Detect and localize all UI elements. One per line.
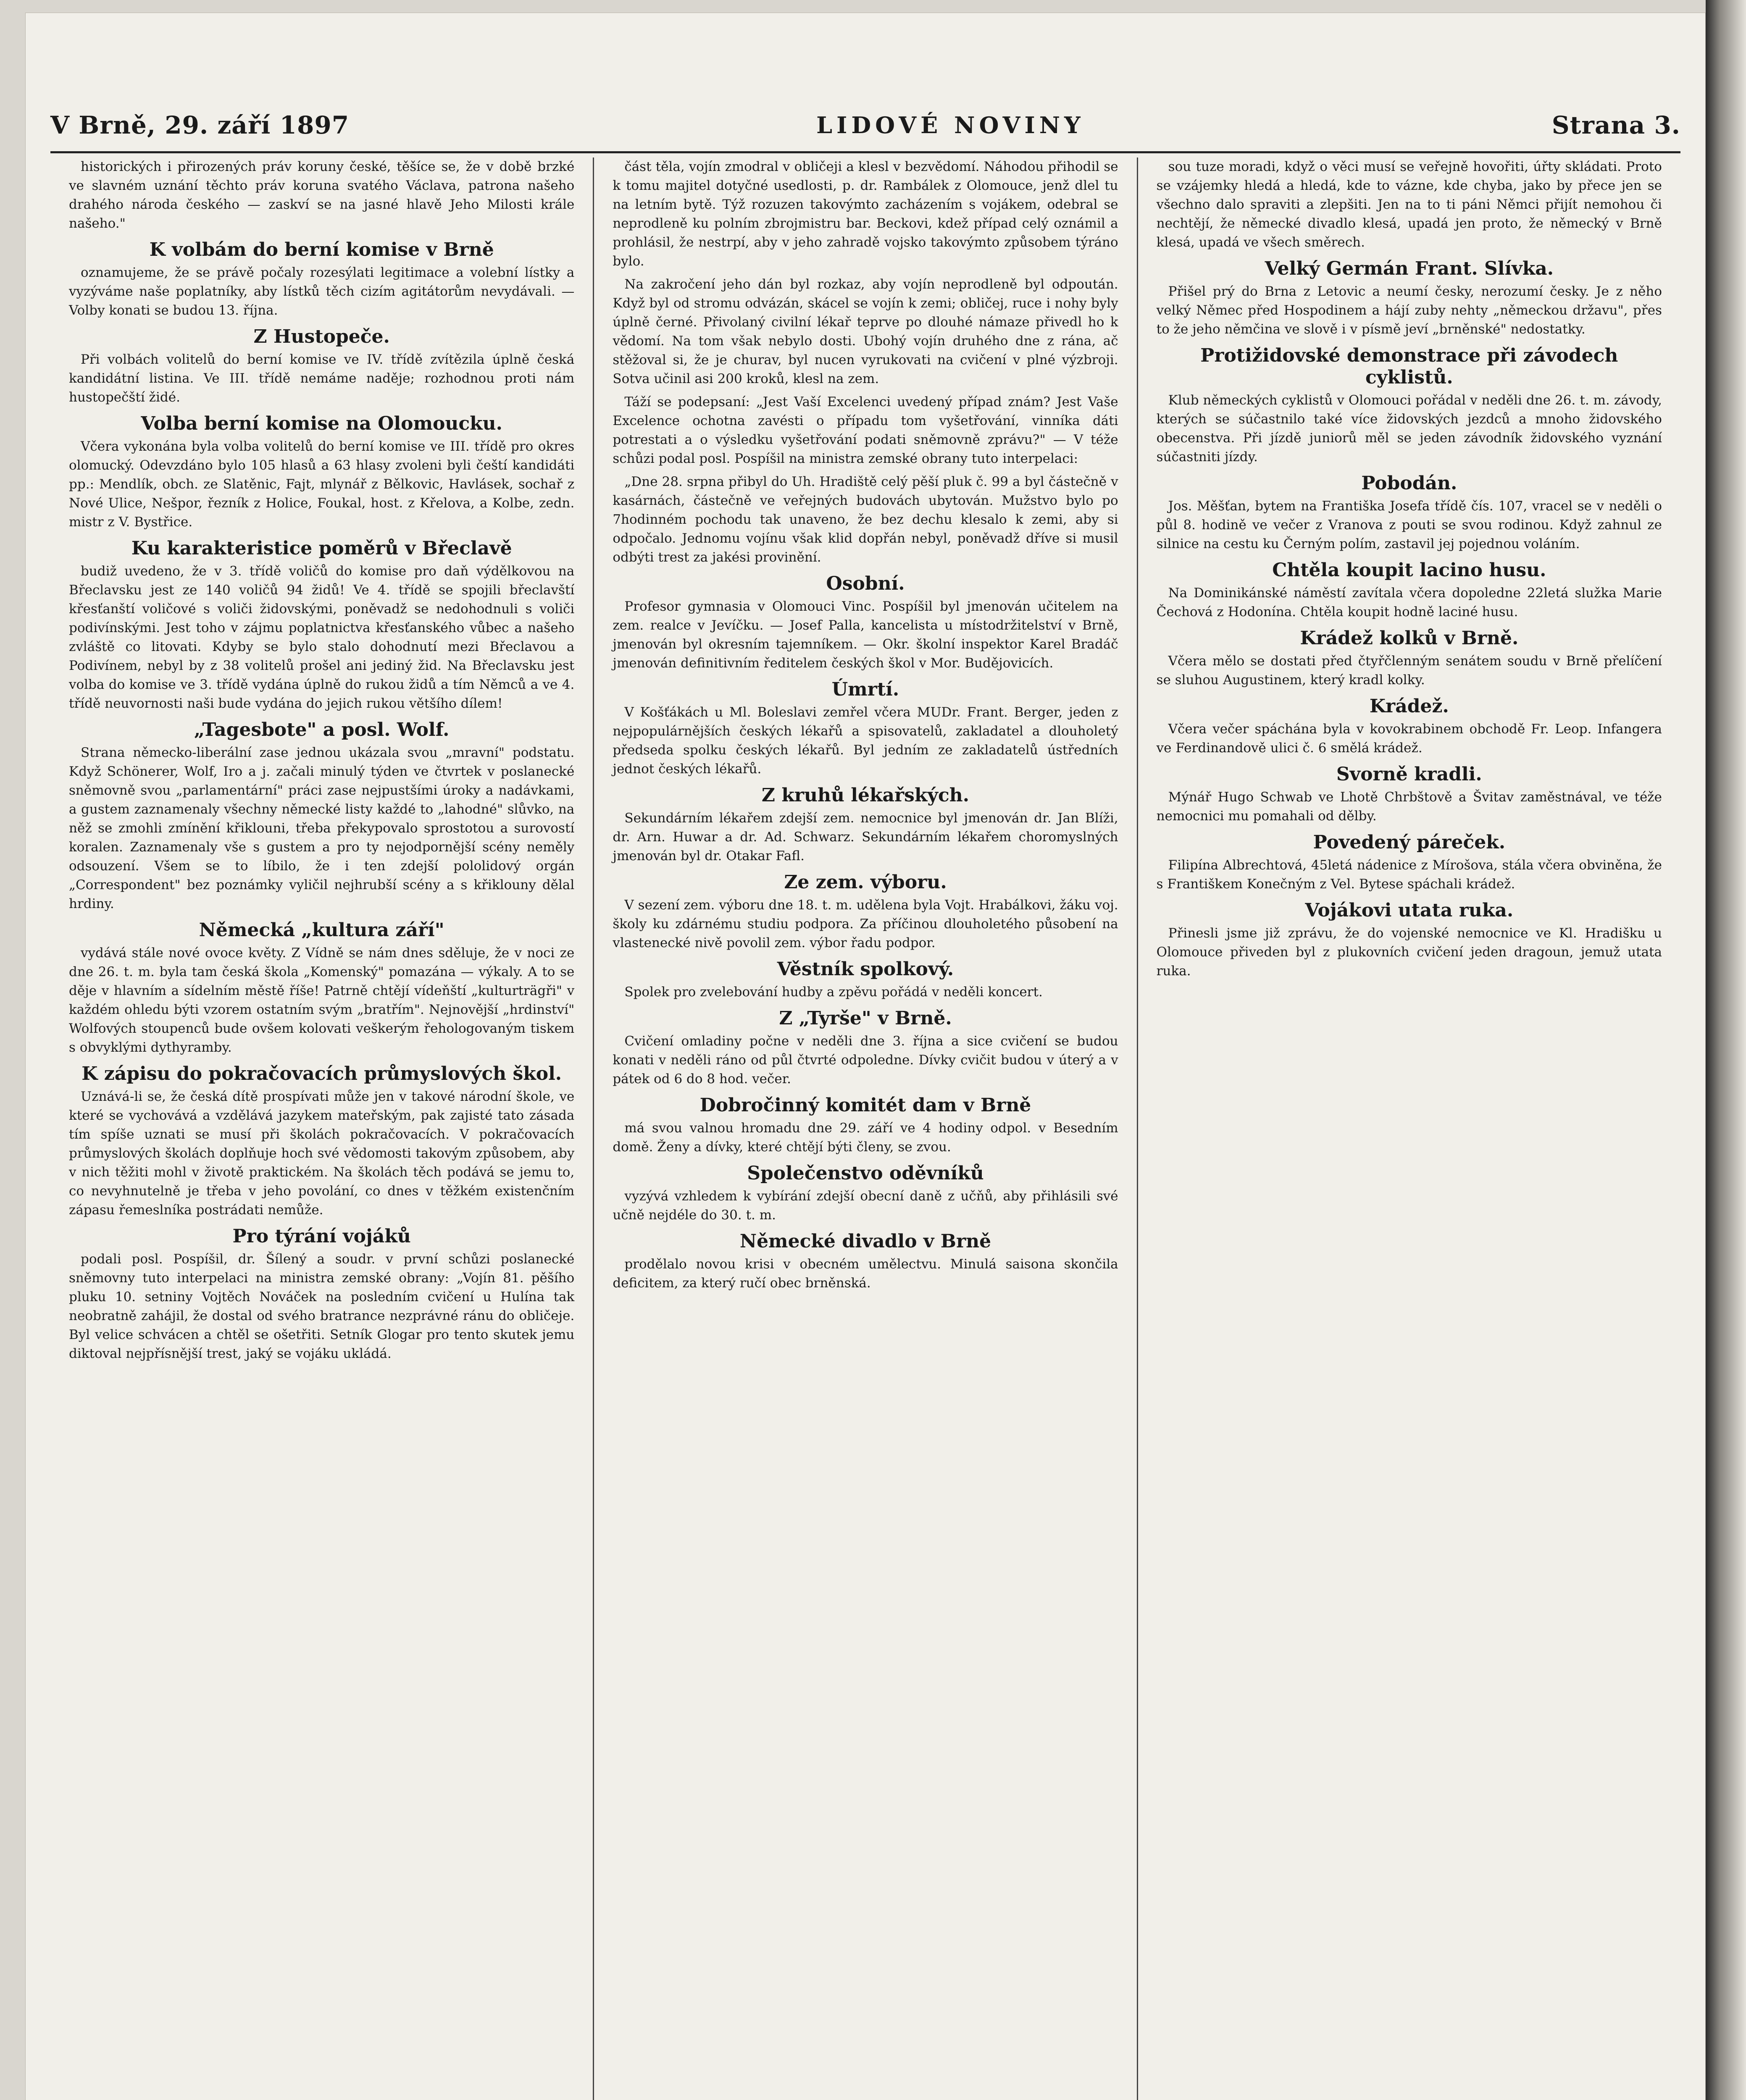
- article-text: část těla, vojín zmodral v obličeji a klesl v bezvědomí. Náhodou přihodil se k tomu majitel dotyčné usedlosti, p. dr. Rambálek z Olomouce, jenž dlel tu na letním bytě. Týž rozuzen takovýmto zacházením s vojákem, odebral se neprodleně ku polním zbrojmistru bar. Beckovi, kdež případ celý oznámil a prohlásil, že nestrpí, aby v jeho zahradě vojsko takovýmto způsobem týráno bylo.: [613, 159, 1118, 269]
- column-1: [50, 158, 593, 2100]
- article-heading: Z kruhů lékařských.: [761, 785, 970, 806]
- article-text: Včera večer spáchána byla v kovokrabinem obchodě Fr. Leop. Infangera ve Ferdinandově ulici č. 6 smělá krádež.: [1156, 722, 1662, 756]
- article-heading: Svorně kradli.: [1336, 764, 1482, 785]
- article-text: Na Dominikánské náměstí zavítala včera dopoledne 22letá služka Marie Čechová z Hodonína. Chtěla koupit hodně laciné husu.: [1156, 585, 1662, 620]
- article-heading: Dobročinný komitét dam v Brně: [699, 1095, 1031, 1116]
- article-heading: Společenstvo oděvníků: [747, 1163, 984, 1184]
- article-heading: Pobodán.: [1361, 472, 1457, 494]
- article-text: Jos. Měšťan, bytem na Františka Josefa třídě čís. 107, vracel se v neděli o půl 8. hodině ve večer z Vranova z pouti se svou rodinou. Když zahnul ze silnice na cestu ku Černým polím, zastavil jej pojednou voláním.: [1156, 499, 1662, 551]
- article-text: Přinesli jsme již zprávu, že do vojenské nemocnice ve Kl. Hradišku u Olomouce přiveden byl z plukovních cvičení jeden dragoun, jemuž utata ruka.: [1156, 926, 1662, 979]
- article-text: V sezení zem. výboru dne 18. t. m. udělena byla Vojt. Hrabálkovi, žáku voj. školy ku zdárnému studiu podpora. Za příčinou dlouholetého působení na vlastenecké nivě povolil zem. výbor řadu podpor.: [613, 898, 1118, 950]
- article-heading: Ku karakteristice poměrů v Břeclavě: [131, 538, 512, 559]
- article-heading: Věstník spolkový.: [777, 958, 954, 980]
- article-heading: Krádež.: [1369, 696, 1449, 717]
- article-heading: Povedený páreček.: [1313, 832, 1506, 853]
- article-heading: Protižidovské demonstrace při závodech cyklistů.: [1200, 345, 1618, 388]
- article-heading: Krádež kolků v Brně.: [1300, 627, 1519, 649]
- issue-date: V Brně, 29. září 1897: [50, 111, 350, 139]
- page-number: Strana 3.: [1551, 111, 1680, 139]
- article-heading: Vojákovi utata ruka.: [1305, 900, 1514, 921]
- article-text: prodělalo novou krisi v obecném umělectvu. Minulá saisona skončila deficitem, za který ručí obec brněnská.: [613, 1257, 1118, 1291]
- article-text: Včera vykonána byla volba volitelů do berní komise ve III. třídě pro okres olomucký. Odevzdáno bylo 105 hlasů a 63 hlasy zvoleni byli čeští kandidáti pp.: Mendlík, obch. ze Slatěnic, Fajt, mlynář z Bělkovic, Havlásek, sochař z Nové Ulice, Nešpor, řezník z Holice, Foukal, host. z Křelova, a Kolbe, zedn. mistr z V. Bystřice.: [69, 439, 575, 530]
- article-text: Přišel prý do Brna z Letovic a neumí česky, nerozumí česky. Je z něho velký Němec před Hospodinem a hájí zuby nehty „německou državu", přes to že jeho němčina ve slově i v písmě jeví „brněnské" nedostatky.: [1156, 284, 1662, 337]
- article-text: Klub německých cyklistů v Olomouci pořádal v neděli dne 26. t. m. závody, kterých se súčastnilo také více židovských jezdců a mnoho židovského obecenstva. Při jízdě juniorů měl se jeden závodník židovského vyznání súčastniti jízdy.: [1156, 393, 1662, 465]
- article-text: Spolek pro zvelebování hudby a zpěvu pořádá v neděli koncert.: [624, 984, 1043, 1000]
- article-text: historických i přirozených práv koruny české, těšíce se, že v době brzké ve slavném uznání těchto práv koruna svatého Václava, patrona našeho drahého národa českého — zaskví se na jasné hlavě Jeho Milosti krále našeho.": [69, 159, 575, 231]
- article-text: Profesor gymnasia v Olomouci Vinc. Pospíšil byl jmenován učitelem na zem. realce v Jevíčku. — Josef Palla, kancelista u místodržitelství v Brně, jmenován byl okresním tajemníkem. — Okr. školní inspektor Karel Bradáč jmenován definitivním ředitelem českých škol v Mor. Budějovicích.: [613, 599, 1118, 671]
- article-text: má svou valnou hromadu dne 29. září ve 4 hodiny odpol. v Besedním domě. Ženy a dívky, které chtějí býti členy, se zvou.: [613, 1121, 1118, 1155]
- article-text: vyzývá vzhledem k vybírání zdejší obecní daně z učňů, aby přihlásili své učně nejdéle do 30. t. m.: [613, 1189, 1118, 1223]
- scan-edge-strip: [1706, 0, 1746, 2100]
- column-3: [1137, 158, 1680, 2100]
- article-heading: Osobní.: [826, 573, 905, 594]
- article-heading: Německá „kultura září": [199, 919, 444, 941]
- article-text: „Dne 28. srpna přibyl do Uh. Hradiště celý pěší pluk č. 99 a byl částečně v kasárnách, částečně ve veřejných budovách ubytován. Mužstvo bylo po 7hodinném pochodu tak unaveno, že bez dechu klesalo k zemi, aby si odpočalo. Jednomu vojínu však klid dopřán nebyl, poněvadž dříve si musil odbýti trest za jakési provinění.: [613, 474, 1118, 565]
- article-heading: Úmrtí.: [831, 679, 899, 700]
- article-text: Na zakročení jeho dán byl rozkaz, aby vojín neprodleně byl odpoután. Když byl od stromu odvázán, skácel se vojín k zemi; obličej, ruce i nohy byly úplně černé. Přivolaný civilní lékař teprve po dlouhé námaze přivedl ho k vědomí. Na tom však nebylo dosti. Ubohý vojín druhého dne z rána, ač stěžoval si, že je churav, byl nucen vyrukovati na cvičení v plné výzbroji. Sotva učinil asi 200 kroků, klesl na zem.: [613, 277, 1118, 386]
- article-text: vydává stále nové ovoce květy. Z Vídně se nám dnes sděluje, že v noci ze dne 26. t. m. byla tam česká škola „Komenský" pomazána — výkaly. A to se děje v hlavním a sídelním městě říše! Patrně chtějí vídeňští „kulturträgři" v každém ohledu býti vzorem ostatním svým „bratřím". Nejnovější „hrdinství" Wolfových stoupenců bude ovšem kolovati veškerým řehologovaným tiskem s obvyklými dythyramby.: [69, 945, 575, 1055]
- page-header: [50, 104, 1680, 146]
- article-text: Uznává-li se, že česká dítě prospívati může jen v takové národní škole, ve které se vychovává a vzdělává jazykem mateřským, pak zajisté tato zásada tím spíše uznati se musí při školách pokračovacích. V pokračovacích průmyslových školách doplňuje hoch své vědomosti takovým způsobem, aby v nich těžiti mohl v životě praktickém. Na školách těch podává se jemu to, co nevyhnutelně je třeba v jeho povolání, co dnes v těžkém existenčním zápasu řemeslníka postrádati nemůže.: [69, 1089, 575, 1218]
- article-text: V Košťákách u Ml. Boleslavi zemřel včera MUDr. Frant. Berger, jeden z nejpopulárnějších českých lékařů a spisovatelů, zakladatel a dlouholetý předseda spolku českých lékařů. Byl jedním ze zakladatelů ústředních jednot českých lékařů.: [613, 705, 1118, 777]
- article-heading: Pro týrání vojáků: [232, 1226, 411, 1247]
- header-rule: [50, 151, 1680, 153]
- article-heading: Chtěla koupit lacino husu.: [1272, 559, 1546, 581]
- article-heading: Volba berní komise na Olomoucku.: [141, 413, 502, 434]
- article-heading: Z Hustopeče.: [253, 326, 390, 347]
- article-text: Při volbách volitelů do berní komise ve IV. třídě zvítězila úplně česká kandidátní listina. Ve III. třídě nemáme naděje; rozhodnou proti nám hustopečští židé.: [69, 352, 575, 405]
- article-text: sou tuze moradi, když o věci musí se veřejně hovořiti, úřty skládati. Proto se vzájemky hledá a hledá, kde to vázne, kde chyba, jako by přece jen se všechno dalo spraviti a zlepšiti. Jen na to ti páni Němci přijít nemohou či nechtějí, že německé divadlo klesá, upadá jen proto, že německý v Brně klesá, upadá ve všech směrech.: [1156, 159, 1662, 250]
- newspaper-title: LIDOVÉ NOVINY: [816, 112, 1085, 139]
- article-heading: K zápisu do pokračovacích průmyslových škol.: [82, 1063, 562, 1084]
- article-text: podali posl. Pospíšil, dr. Šílený a soudr. v první schůzi poslanecké sněmovny tuto interpelaci na ministra zemské obrany: „Vojín 81. pěšího pluku 10. setniny Vojtěch Nováček na posledním cvičení u Hulína tak neobratně zahájil, že dostal od svého bratrance nezprávné ránu do obličeje. Byl velice schvácen a chtěl se ošetřiti. Setník Glogar pro tento skutek jemu diktoval nejpřísnější trest, jaký se vojáku ukládá.: [69, 1252, 575, 1361]
- column-2: [593, 158, 1136, 2100]
- article-text: Filipína Albrechtová, 45letá nádenice z Mírošova, stála včera obviněna, že s Františkem Konečným z Vel. Bytese spáchali krádež.: [1156, 858, 1662, 892]
- article-heading: Velký Germán Frant. Slívka.: [1265, 258, 1554, 279]
- article-heading: Německé divadlo v Brně: [739, 1231, 991, 1252]
- article-columns: [50, 158, 1680, 2100]
- article-text: Cvičení omladiny počne v neděli dne 3. října a sice cvičení se budou konati v neděli ráno od půl čtvrté odpoledne. Dívky cvičit budou v úterý a v pátek od 6 do 8 hod. večer.: [613, 1034, 1118, 1087]
- article-heading: Ze zem. výboru.: [784, 872, 947, 893]
- article-text: Táží se podepsaní: „Jest Vaší Excelenci uvedený případ znám? Jest Vaše Excelence ochotna zavésti o případu tom vyšetřování, vinníka dáti potrestati a o výsledku vyšetřování podati sněmovně zprávu?" — V téže schůzi podal posl. Pospíšil na ministra zemské obrany tuto interpelaci:: [613, 394, 1118, 466]
- article-heading: „Tagesbote" a posl. Wolf.: [194, 719, 450, 740]
- article-heading: K volbám do berní komise v Brně: [149, 239, 494, 260]
- article-text: Mýnář Hugo Schwab ve Lhotě Chrbštově a Švitav zaměstnával, ve téže nemocnici mu pomahali od dělby.: [1156, 790, 1662, 824]
- article-text: budiž uvedeno, že v 3. třídě voličů do komise pro daň výdělkovou na Břeclavsku jest ze 140 voličů 94 židů! Ve 4. třídě se spojili břeclavští křesťanští voličové s voliči židovskými, poněvadž se nedohodnuli s voliči podivínskými. Jest toho v zájmu poplatnictva křesťanského vůbec a našeho zvláště co litovati. Kdyby se bylo stalo dohodnutí mezi Břeclavou a Podivínem, nebyl by z 38 volitelů prošel ani jediný žid. Na Břeclavsku jest volba do komise ve 3. třídě vydána úplně do rukou židů a tím Němců a ve 4. třídě neuvornosti naši bude vydána do jejich rukou většího dílem!: [69, 564, 575, 711]
- article-text: Sekundárním lékařem zdejší zem. nemocnice byl jmenován dr. Jan Blíži, dr. Arn. Huwar a dr. Ad. Schwarz. Sekundárním lékařem choromyslných jmenován byl dr. Otakar Fafl.: [613, 811, 1118, 864]
- article-text: Včera mělo se dostati před čtyřčlenným senátem soudu v Brně přelíčení se sluhou Augustinem, který kradl kolky.: [1156, 654, 1662, 688]
- article-text: oznamujeme, že se právě počaly rozesýlati legitimace a volební lístky a vyzýváme naše poplatníky, aby lístků těch cizím agitátorům nevydávali. — Volby konati se budou 13. října.: [69, 265, 575, 318]
- newspaper-page: [25, 13, 1706, 2100]
- article-heading: Z „Tyrše" v Brně.: [779, 1008, 952, 1029]
- article-text: Strana německo-liberální zase jednou ukázala svou „mravní" podstatu. Když Schönerer, Wolf, Iro a j. začali minulý týden ve čtvrtek v poslanecké sněmovně svou „parlamentární" práci zase nejpustšími úroky a nadávkami, a gustem zaznamenaly všechny německé listy každé to „lahodné" slůvko, na něž se zmohli zmínění křiklouni, třeba překypovalo sprostotou a surovostí koralen. Zaznamenaly vše s gustem a pro ty nejodpornější scény neměly odsouzení. Všem se to líbilo, že i ten zdejší pololidový orgán „Correspondent" bez poznámky vyličil nejhrubší scény a s křiklouny dělal hrdiny.: [69, 745, 575, 911]
